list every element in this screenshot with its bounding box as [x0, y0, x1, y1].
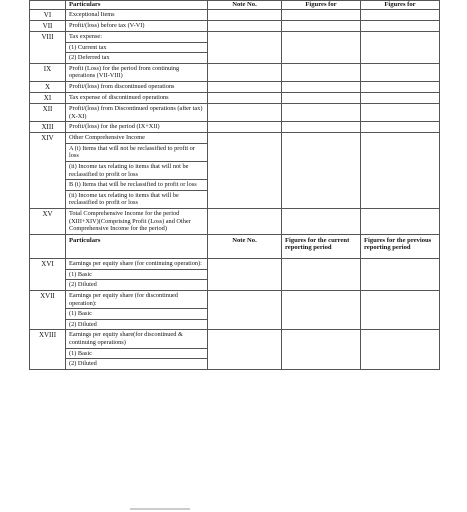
header-particulars: Particulars	[69, 1, 101, 8]
current-figure-cell	[282, 259, 361, 291]
note-cell	[208, 330, 282, 369]
previous-figure-cell	[361, 92, 440, 103]
particulars-line: Profit/(loss) for the period (IX+XII)	[69, 123, 160, 131]
current-figure-cell	[282, 103, 361, 121]
note-cell	[208, 259, 282, 291]
row-particulars	[66, 122, 208, 133]
row-number: VI	[30, 10, 66, 21]
previous-figure-cell	[361, 32, 440, 64]
table-row	[30, 330, 440, 369]
table-row	[30, 10, 440, 21]
table-row	[30, 133, 440, 209]
particulars-line: (1) Basic	[66, 348, 207, 359]
current-figure-cell	[282, 133, 361, 209]
particulars-line: Tax expense:	[69, 33, 102, 40]
particulars-line: A (i) Items that will not be reclassified to profit or loss	[66, 143, 207, 161]
header-figures-previous: Figures for	[384, 1, 416, 8]
row-particulars	[66, 81, 208, 92]
row-number: XVI	[30, 259, 66, 291]
row-particulars	[66, 291, 208, 330]
row-number: VII	[30, 21, 66, 32]
current-figure-cell	[282, 10, 361, 21]
table-row	[30, 63, 440, 81]
table-row	[30, 122, 440, 133]
note-cell	[208, 32, 282, 64]
current-figure-cell	[282, 291, 361, 330]
particulars-line: Profit/(loss) from discontinued operations	[69, 82, 175, 90]
current-figure-cell	[282, 92, 361, 103]
previous-figure-cell	[361, 103, 440, 121]
particulars-line: Total Comprehensive Income for the period (XIII+XIV)(Comprising Profit (Loss) and Other Comprehensive Income for the period)	[69, 209, 191, 233]
current-figure-cell	[282, 32, 361, 64]
table-header-mid	[30, 234, 440, 259]
row-particulars	[66, 103, 208, 121]
particulars-line: Other Comprehensive Income	[69, 134, 145, 142]
note-cell	[208, 81, 282, 92]
particulars-line: B (i) Items that will be reclassified to profit or loss	[66, 179, 207, 190]
particulars-line: Earnings per equity share(for discontinued & continuing operations)	[69, 331, 183, 347]
footer-rule	[130, 508, 190, 510]
table-row	[30, 21, 440, 32]
note-cell	[208, 291, 282, 330]
previous-figure-cell	[361, 122, 440, 133]
row-particulars	[66, 32, 208, 64]
table-row	[30, 259, 440, 291]
row-particulars	[66, 21, 208, 32]
table-header-top	[30, 1, 440, 10]
row-number: XI	[30, 92, 66, 103]
current-figure-cell	[282, 63, 361, 81]
particulars-line: Profit (Loss) for the period from continuing operations (VII-VIII)	[69, 64, 180, 80]
row-number: IX	[30, 63, 66, 81]
table-row	[30, 291, 440, 330]
header-figures-current: Figures for	[305, 1, 337, 8]
previous-figure-cell	[361, 291, 440, 330]
note-cell	[208, 63, 282, 81]
table-row	[30, 208, 440, 234]
row-number: XIV	[30, 133, 66, 209]
row-number: XVII	[30, 291, 66, 330]
table-row	[30, 81, 440, 92]
row-number: XV	[30, 208, 66, 234]
previous-figure-cell	[361, 63, 440, 81]
particulars-line: (1) Basic	[66, 269, 207, 280]
particulars-line: (ii) Income tax relating to items that will be reclassified to profit or loss	[66, 190, 207, 208]
row-particulars	[66, 10, 208, 21]
particulars-line: (2) Diluted	[66, 319, 207, 330]
current-figure-cell	[282, 21, 361, 32]
previous-figure-cell	[361, 259, 440, 291]
particulars-line: Profit/(loss) from Discontinued operations (after tax) (X-XI)	[69, 104, 203, 120]
previous-figure-cell	[361, 10, 440, 21]
note-cell	[208, 10, 282, 21]
previous-figure-cell	[361, 208, 440, 234]
particulars-line: Profit/(loss) before tax (V-VI)	[69, 22, 145, 29]
row-particulars	[66, 259, 208, 291]
row-number: VIII	[30, 32, 66, 64]
current-figure-cell	[282, 208, 361, 234]
row-number: X	[30, 81, 66, 92]
note-cell	[208, 103, 282, 121]
table-row	[30, 32, 440, 64]
particulars-line: (2) Deferred tax	[66, 52, 207, 63]
particulars-line: (2) Diluted	[66, 279, 207, 290]
header-figures-previous: Figures for the previous reporting period	[361, 234, 440, 259]
table-row	[30, 92, 440, 103]
header-figures-current: Figures for the current reporting period	[282, 234, 361, 259]
particulars-line: Earnings per equity share (for discontinued operation):	[69, 292, 178, 307]
row-particulars	[66, 92, 208, 103]
row-particulars	[66, 63, 208, 81]
note-cell	[208, 208, 282, 234]
current-figure-cell	[282, 81, 361, 92]
header-note-no: Note No.	[208, 234, 282, 259]
row-number: XVIII	[30, 330, 66, 369]
particulars-line: (1) Current tax	[66, 42, 207, 53]
particulars-line: (1) Basic	[66, 308, 207, 319]
particulars-line: Earnings per equity share (for continuing operation):	[69, 260, 202, 268]
note-cell	[208, 92, 282, 103]
row-particulars	[66, 208, 208, 234]
profit-loss-table	[29, 0, 440, 370]
header-note-no: Note No.	[232, 1, 257, 8]
note-cell	[208, 21, 282, 32]
previous-figure-cell	[361, 21, 440, 32]
particulars-line: (ii) Income tax relating to items that will not be reclassified to profit or loss	[66, 161, 207, 179]
particulars-line: Exceptional Items	[69, 11, 115, 18]
table-row	[30, 103, 440, 121]
particulars-line: (2) Diluted	[66, 358, 207, 369]
current-figure-cell	[282, 122, 361, 133]
note-cell	[208, 133, 282, 209]
previous-figure-cell	[361, 133, 440, 209]
header-particulars: Particulars	[66, 234, 208, 259]
current-figure-cell	[282, 330, 361, 369]
previous-figure-cell	[361, 81, 440, 92]
previous-figure-cell	[361, 330, 440, 369]
row-number: XIII	[30, 122, 66, 133]
row-number: XII	[30, 103, 66, 121]
row-particulars	[66, 133, 208, 209]
row-particulars	[66, 330, 208, 369]
particulars-line: Tax expense of discontinued operations	[69, 93, 169, 101]
note-cell	[208, 122, 282, 133]
